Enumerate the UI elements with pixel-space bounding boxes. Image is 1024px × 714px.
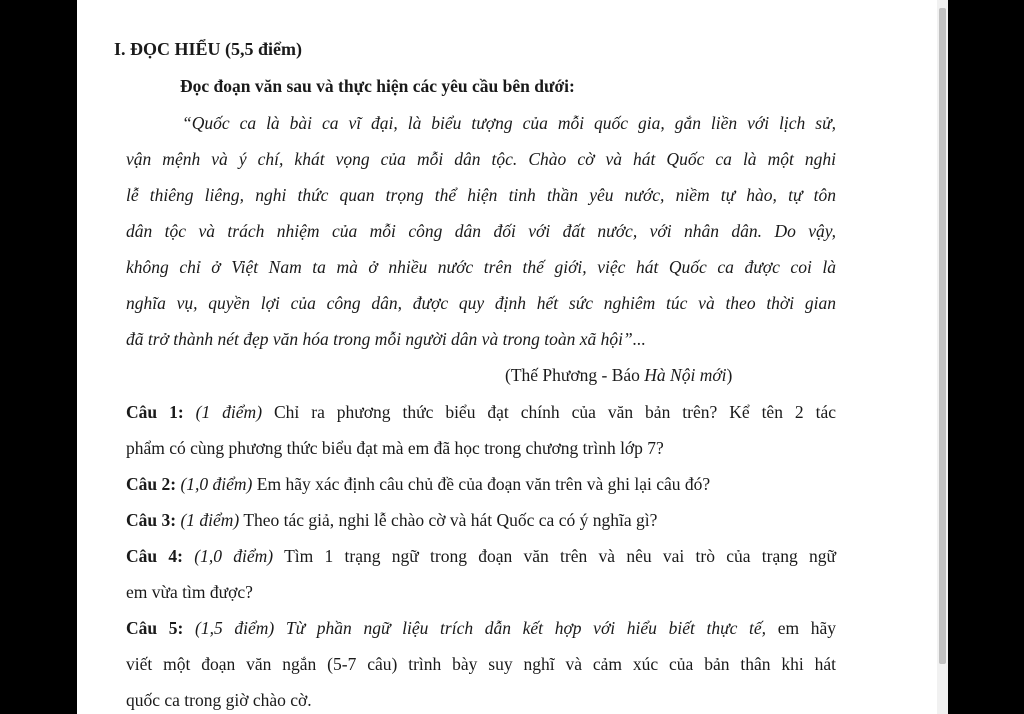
question-italic-text: Từ phần ngữ liệu trích dẫn kết hợp với hiểu biết thực tế, — [285, 618, 767, 638]
question-5-continued: viết một đoạn văn ngắn (5-7 câu) trình bày suy nghĩ và cảm xúc của bản thân khi hát — [126, 654, 836, 674]
passage-line: lễ thiêng liêng, nghi thức quan trọng thể hiện tinh thần yêu nước, niềm tự hào, tự tôn — [126, 185, 836, 205]
question-label: Câu 5: — [126, 618, 184, 638]
question-label: Câu 1: — [126, 402, 184, 422]
question-4-continued: em vừa tìm được? — [126, 582, 253, 602]
question-3 — [126, 509, 657, 531]
question-label: Câu 4: — [126, 546, 183, 566]
question-points: (1,0 điểm) — [180, 474, 253, 494]
source-suffix: ) — [726, 365, 733, 385]
question-2 — [126, 473, 710, 495]
right-letterbox — [948, 0, 1024, 714]
question-1-continued: phẩm có cùng phương thức biểu đạt mà em đã học trong chương trình lớp 7? — [126, 438, 664, 458]
passage-line: không chỉ ở Việt Nam ta mà ở nhiều nước trên thế giới, việc hát Quốc ca được coi là — [126, 257, 836, 277]
question-5 — [126, 617, 836, 639]
passage-line: đã trở thành nét đẹp văn hóa trong mỗi người dân và trong toàn xã hội”... — [126, 329, 646, 349]
question-points: (1,5 điểm) — [195, 618, 275, 638]
document-page — [77, 0, 924, 714]
source-publication: Hà Nội mới — [644, 365, 727, 385]
passage-line: vận mệnh và ý chí, khát vọng của mỗi dân tộc. Chào cờ và hát Quốc ca là một nghi — [126, 149, 836, 169]
left-letterbox — [0, 0, 77, 714]
instruction: Đọc đoạn văn sau và thực hiện các yêu cầu bên dưới: — [180, 76, 575, 96]
question-text: em hãy — [777, 618, 837, 638]
question-text: Chỉ ra phương thức biểu đạt chính của văn bản trên? Kể tên 2 tác — [274, 402, 837, 422]
source-citation — [505, 364, 732, 386]
question-5-continued: quốc ca trong giờ chào cờ. — [126, 690, 312, 710]
question-points: (1 điểm) — [180, 510, 240, 530]
passage-line: “Quốc ca là bài ca vĩ đại, là biểu tượng của mỗi quốc gia, gắn liền với lịch sử, — [182, 113, 836, 133]
question-label: Câu 3: — [126, 510, 177, 530]
question-text: Em hãy xác định câu chủ đề của đoạn văn trên và ghi lại câu đó? — [256, 474, 711, 494]
question-points: (1 điểm) — [195, 402, 263, 422]
section-title: I. ĐỌC HIỂU (5,5 điểm) — [114, 39, 302, 59]
passage-line: nghĩa vụ, quyền lợi của công dân, được quy định hết sức nghiêm túc và theo thời gian — [126, 293, 836, 313]
question-text: Theo tác giả, nghi lễ chào cờ và hát Quốc ca có ý nghĩa gì? — [243, 510, 658, 530]
question-1 — [126, 401, 836, 423]
passage-line: dân tộc và trách nhiệm của mỗi công dân đối với đất nước, với nhân dân. Do vậy, — [126, 221, 836, 241]
question-points: (1,0 điểm) — [194, 546, 274, 566]
question-4 — [126, 545, 836, 567]
scrollbar-thumb[interactable] — [939, 8, 946, 664]
source-prefix: (Thế Phương - Báo — [505, 365, 645, 385]
question-text: Tìm 1 trạng ngữ trong đoạn văn trên và nêu vai trò của trạng ngữ — [284, 546, 837, 566]
question-label: Câu 2: — [126, 474, 177, 494]
